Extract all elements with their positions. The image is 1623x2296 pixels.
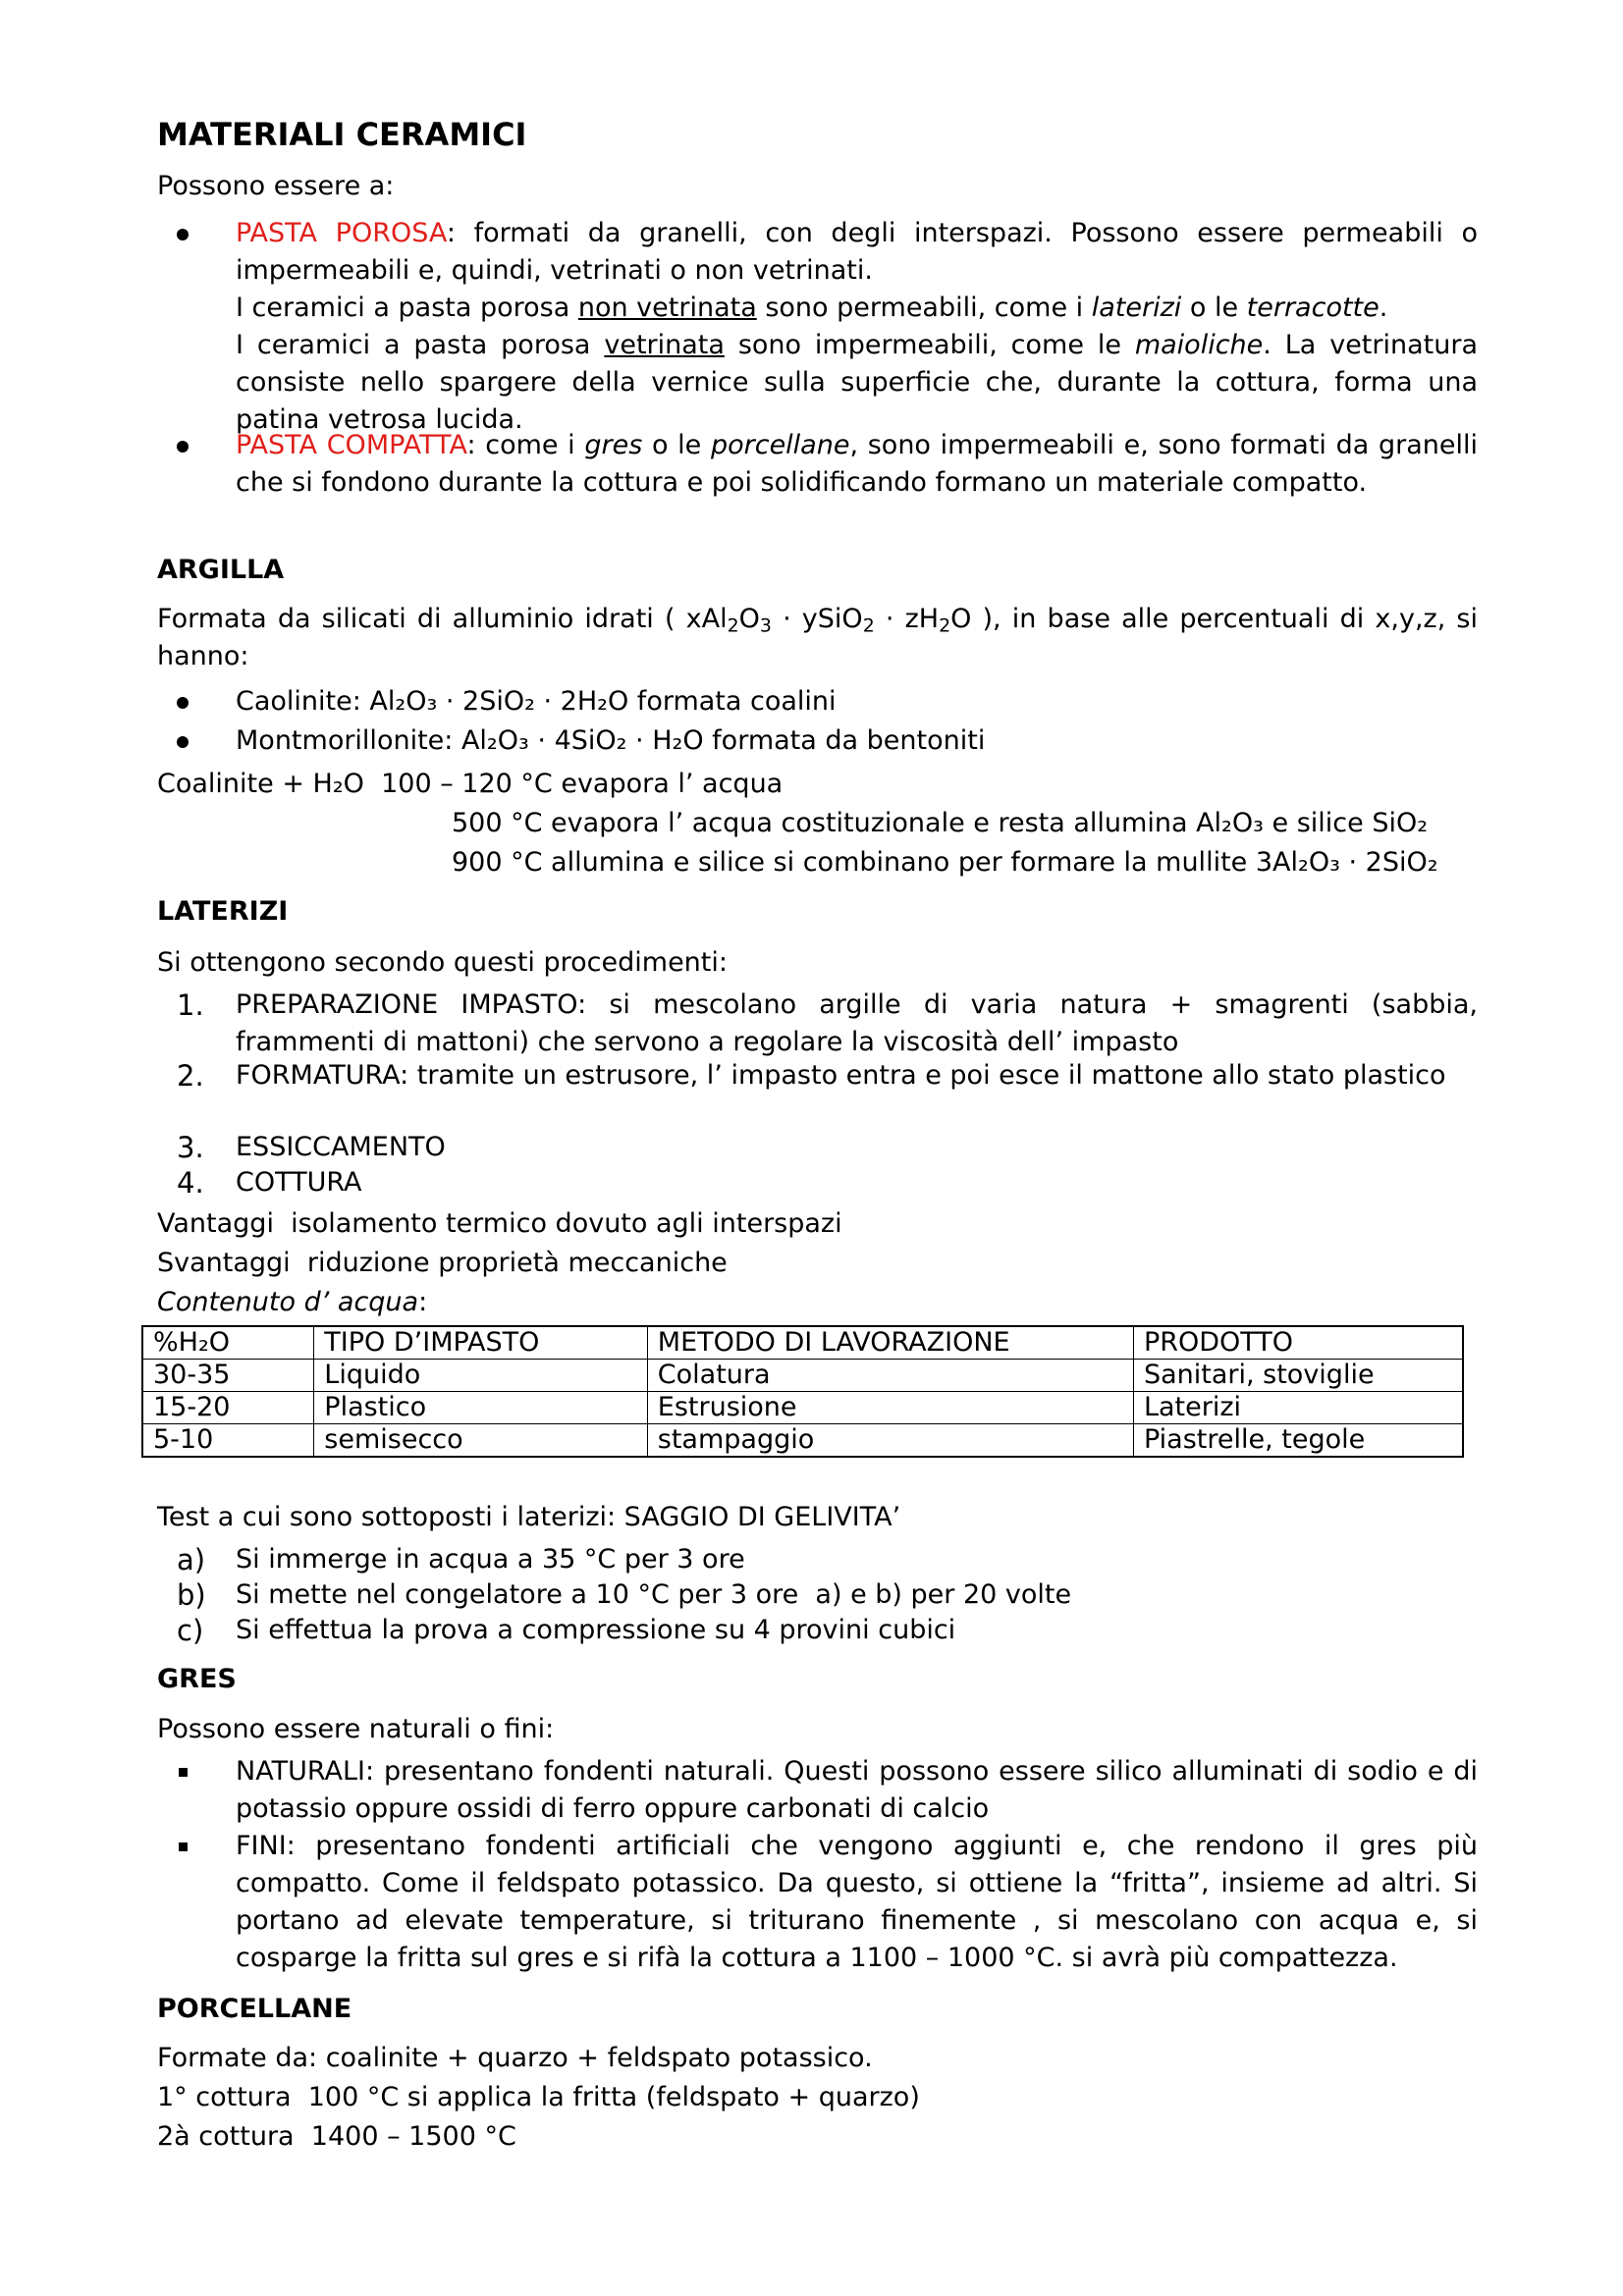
contenuto-acqua-line: [157, 1284, 427, 1321]
argilla-intro-c: · ySiO: [771, 604, 863, 634]
test-text: Si effettua la prova a compressione su 4 provini cubici: [236, 1615, 956, 1645]
square-bullet-icon: [179, 1842, 188, 1851]
porosa-line2-c: o le: [1181, 293, 1247, 323]
pasta-compatta-label: PASTA COMPATTA: [236, 430, 467, 460]
underlined-vetrinata: vetrinata: [604, 330, 725, 360]
porosa-line3-b: sono impermeabili, come le: [724, 330, 1135, 360]
porosa-line2-d: .: [1379, 293, 1388, 323]
bullet-dot-icon: [177, 697, 189, 709]
italic-laterizi: laterizi: [1091, 293, 1182, 323]
table-row: [142, 1360, 1463, 1392]
svantaggi-text: riduzione proprietà meccaniche: [306, 1248, 728, 1278]
step-item: [157, 987, 1478, 1061]
step-number: 4.: [177, 1166, 204, 1200]
gres-item-naturali: [157, 1753, 1478, 1828]
test-item: [157, 1612, 1478, 1649]
italic-maioliche: maioliche: [1134, 330, 1264, 360]
table-header-cell: TIPO D’IMPASTO: [314, 1326, 648, 1360]
argilla-intro-b: O: [738, 604, 760, 634]
porosa-line2-b: sono permeabili, come i: [756, 293, 1092, 323]
cottura-2-label: 2à cottura: [157, 2121, 295, 2152]
laterizi-intro: Si ottengono secondo questi procedimenti:: [157, 947, 728, 978]
table-cell: Piastrelle, tegole: [1133, 1424, 1463, 1458]
table-cell: Colatura: [647, 1360, 1133, 1392]
bullet-dot-icon: [177, 229, 189, 240]
gres-item-fini: [157, 1828, 1478, 1977]
table-row: [142, 1424, 1463, 1458]
porosa-line3-c: . La vetrinatura consiste nello spargere della vernice sulla superficie che, durante la cottura, forma una patina vetrosa lucida.: [236, 330, 1478, 435]
sub-2: 2: [862, 614, 875, 637]
vantaggi-line: [157, 1205, 842, 1243]
table-cell: 5-10: [142, 1424, 314, 1458]
contenuto-colon: :: [418, 1287, 428, 1317]
compatta-text-b: o le: [642, 430, 711, 460]
step-item: [157, 1057, 1478, 1095]
test-item: [157, 1576, 1478, 1614]
test-extra: a) e b) per 20 volte: [815, 1579, 1072, 1610]
italic-porcellane: porcellane: [710, 430, 850, 460]
coalinite-line: [157, 766, 783, 803]
test-letter: b): [177, 1578, 206, 1612]
table-header-cell: PRODOTTO: [1133, 1326, 1463, 1360]
cottura-1-text: 100 °C si applica la fritta (feldspato + quarzo): [307, 2082, 920, 2112]
heading-argilla: ARGILLA: [157, 555, 285, 585]
coalinite-step-1: 100 – 120 °C evapora l’ acqua: [381, 769, 784, 799]
montmorillonite-text: Montmorillonite: Al₂O₃ · 4SiO₂ · H₂O formata da bentoniti: [236, 725, 986, 756]
sub-2: 2: [939, 614, 951, 637]
bullet-dot-icon: [177, 736, 189, 748]
bullet-montmorillonite: [157, 722, 1478, 760]
bullet-caolinite: [157, 683, 1478, 721]
step-text: COTTURA: [236, 1167, 362, 1198]
porosa-line3: I ceramici a pasta porosa: [236, 330, 605, 360]
step-number: 2.: [177, 1059, 204, 1093]
water-content-table: [141, 1325, 1464, 1458]
gres-intro: Possono essere naturali o fini:: [157, 1714, 555, 1744]
step-text: FORMATURA: tramite un estrusore, l’ impasto entra e poi esce il mattone allo stato plastico: [236, 1060, 1446, 1091]
pasta-porosa-text: : formati da granelli, con degli interspazi. Possono essere permeabili o impermeabili e, quindi, vetrinati o non vetrinati.: [236, 218, 1478, 286]
step-item: [157, 1164, 1478, 1201]
coalinite-step-3: 900 °C allumina e silice si combinano per formare la mullite 3Al₂O₃ · 2SiO₂: [452, 847, 1438, 878]
argilla-intro-a: Formata da silicati di alluminio idrati ( xAl: [157, 604, 728, 634]
heading-gres: GRES: [157, 1664, 237, 1694]
page-title: MATERIALI CERAMICI: [157, 116, 527, 153]
step-text: ESSICCAMENTO: [236, 1132, 446, 1162]
table-cell: Sanitari, stoviglie: [1133, 1360, 1463, 1392]
table-cell: Liquido: [314, 1360, 648, 1392]
contenuto-acqua-label: Contenuto d’ acqua: [157, 1287, 419, 1317]
intro-text: Possono essere a:: [157, 171, 395, 201]
square-bullet-icon: [179, 1768, 188, 1777]
table-cell: stampaggio: [647, 1424, 1133, 1458]
table-row: [142, 1392, 1463, 1424]
coalinite-step-2: 500 °C evapora l’ acqua costituzionale e resta allumina Al₂O₃ e silice SiO₂: [452, 808, 1429, 838]
step-item: [157, 1129, 1478, 1166]
compatta-text-a: : come i: [466, 430, 585, 460]
vantaggi-label: Vantaggi: [157, 1208, 274, 1239]
table-cell: 30-35: [142, 1360, 314, 1392]
step-number: 1.: [177, 988, 204, 1022]
cottura-1-line: [157, 2079, 920, 2116]
heading-laterizi: LATERIZI: [157, 896, 289, 927]
bullet-pasta-porosa: [157, 215, 1478, 439]
vantaggi-text: isolamento termico dovuto agli interspazi: [291, 1208, 842, 1239]
caolinite-text: Caolinite: Al₂O₃ · 2SiO₂ · 2H₂O formata coalini: [236, 686, 837, 717]
table-cell: Estrusione: [647, 1392, 1133, 1424]
cottura-2-text: 1400 – 1500 °C: [310, 2121, 516, 2152]
table-cell: Laterizi: [1133, 1392, 1463, 1424]
step-text: PREPARAZIONE IMPASTO: si mescolano argille di varia natura + smagrenti (sabbia, frammenti di mattoni) che servono a regolare la viscosità dell’ impasto: [236, 989, 1478, 1057]
test-letter: c): [177, 1614, 204, 1647]
italic-gres: gres: [584, 430, 643, 460]
test-intro: Test a cui sono sottoposti i laterizi: SAGGIO DI GELIVITA’: [157, 1502, 901, 1532]
gres-fini-text: FINI: presentano fondenti artificiali che vengono aggiunti e, che rendono il gres più compatto. Come il feldspato potassico. Da questo, si ottiene la “fritta”, insieme ad altri. Si portano ad elevate temperature, si triturano finemente , si mescolano con acqua e, si cosparge la fritta sul gres e si rifà la cottura a 1100 – 1000 °C. si avrà più compattezza.: [236, 1831, 1478, 1973]
step-number: 3.: [177, 1131, 204, 1164]
compatta-text-c: , sono impermeabili e, sono formati da granelli che si fondono durante la cottura e poi solidificando formano un materiale compatto.: [236, 430, 1478, 498]
test-text: Si immerge in acqua a 35 °C per 3 ore: [236, 1544, 745, 1575]
bullet-dot-icon: [177, 441, 189, 453]
gres-naturali-text: NATURALI: presentano fondenti naturali. Questi possono essere silico alluminati di sodio e di potassio oppure ossidi di ferro oppure carbonati di calcio: [236, 1756, 1478, 1824]
cottura-2-line: [157, 2118, 516, 2156]
heading-porcellane: PORCELLANE: [157, 1994, 352, 2024]
argilla-intro: [157, 601, 1478, 675]
svantaggi-label: Svantaggi: [157, 1248, 291, 1278]
sub-3: 3: [759, 614, 772, 637]
table-header-cell: METODO DI LAVORAZIONE: [647, 1326, 1133, 1360]
porosa-line2: I ceramici a pasta porosa: [236, 293, 578, 323]
argilla-intro-e: O ), in base alle percentuali di x,y,z, si hanno:: [157, 604, 1478, 671]
bullet-pasta-compatta: [157, 427, 1478, 502]
table-header-row: [142, 1326, 1463, 1360]
argilla-intro-d: · zH: [874, 604, 940, 634]
porcellane-formate: Formate da: coalinite + quarzo + feldspato potassico.: [157, 2043, 873, 2073]
table-cell: semisecco: [314, 1424, 648, 1458]
svantaggi-line: [157, 1245, 728, 1282]
underlined-non-vetrinata: non vetrinata: [577, 293, 757, 323]
test-letter: a): [177, 1543, 206, 1576]
cottura-1-label: 1° cottura: [157, 2082, 292, 2112]
test-item: [157, 1541, 1478, 1578]
italic-terracotte: terracotte: [1246, 293, 1380, 323]
coalinite-prefix: Coalinite + H₂O: [157, 769, 364, 799]
table-cell: Plastico: [314, 1392, 648, 1424]
table-header-cell: %H₂O: [142, 1326, 314, 1360]
table-cell: 15-20: [142, 1392, 314, 1424]
sub-2: 2: [727, 614, 739, 637]
pasta-porosa-label: PASTA POROSA: [236, 218, 447, 248]
test-text: Si mette nel congelatore a 10 °C per 3 ore: [236, 1579, 799, 1610]
